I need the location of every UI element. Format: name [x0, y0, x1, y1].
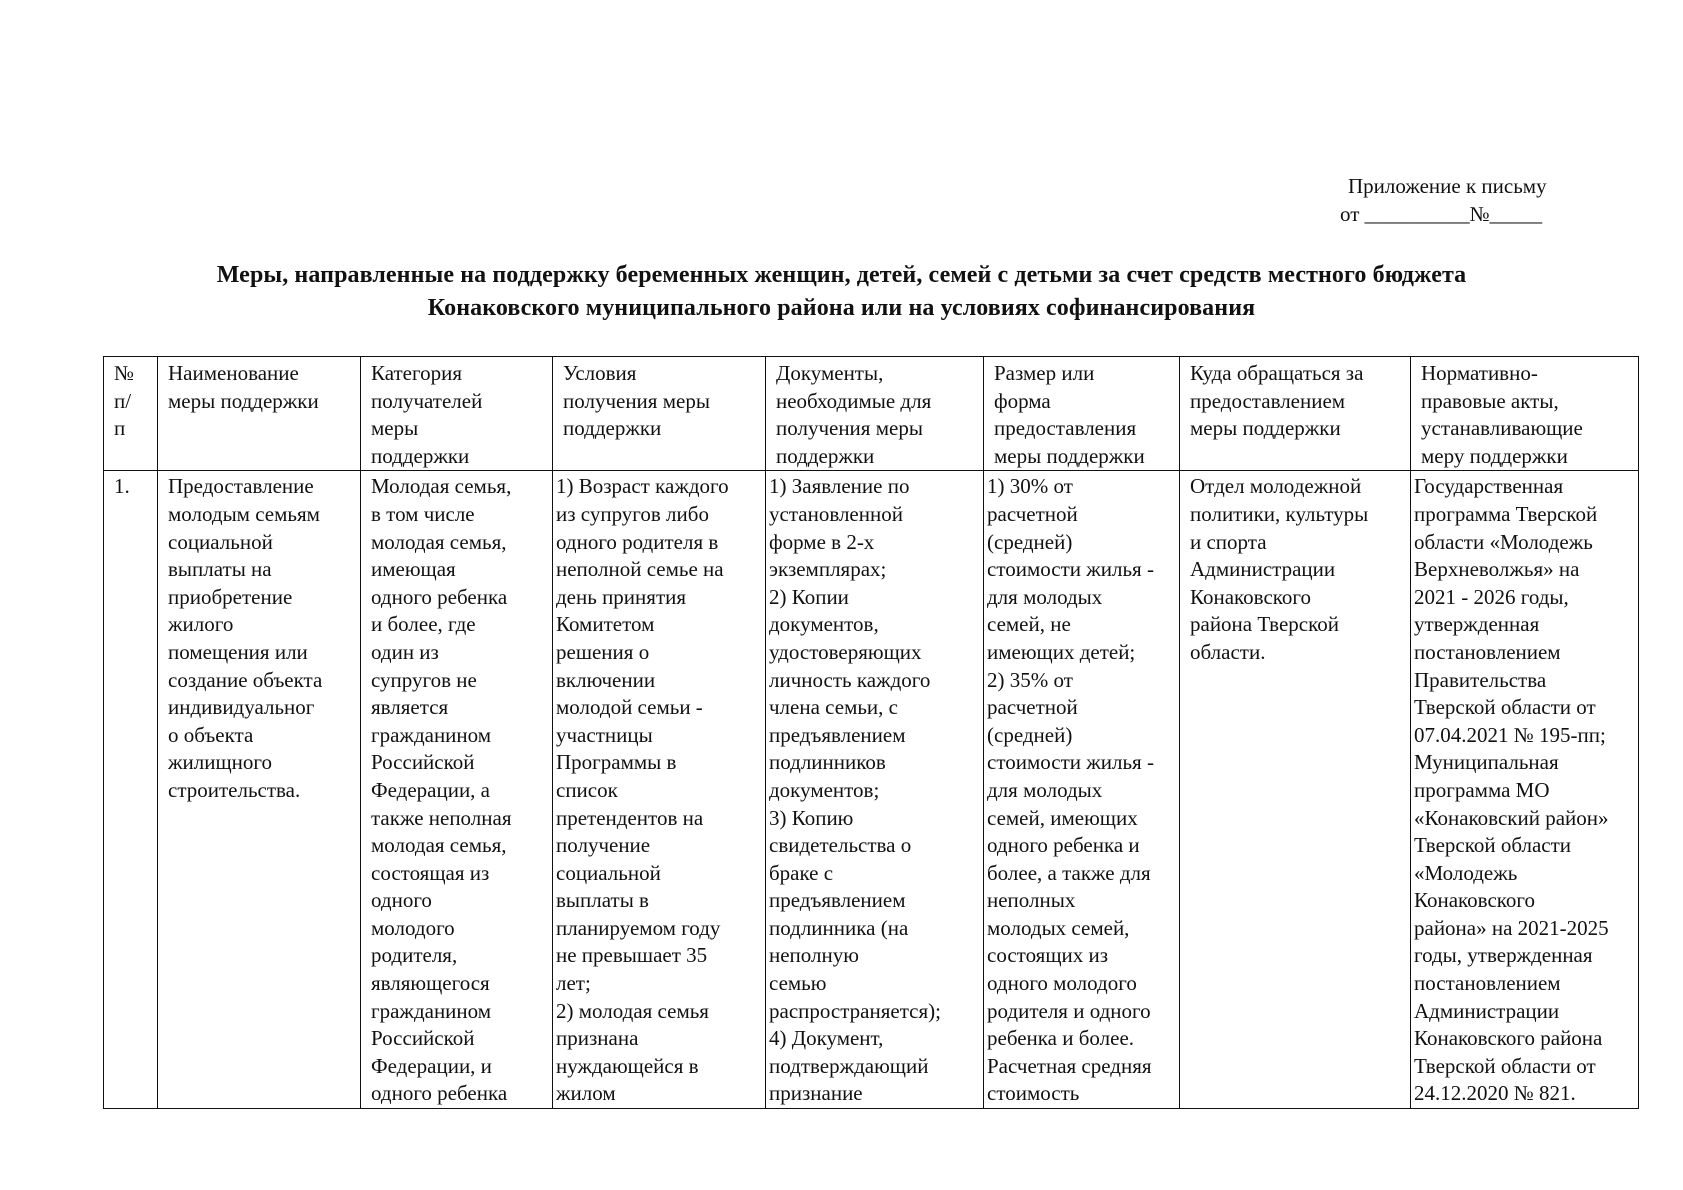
header-legal-acts: Нормативно- правовые акты, устанавливающие меру поддержки [1411, 357, 1639, 471]
cell-amount: 1) 30% от расчетной (средней) стоимости жилья - для молодых семей, не имеющих детей; 2) 35% от расчетной (средней) стоимости жилья - для молодых семей, имеющих одного ребенка и более, а также для неполных молодых семей, состоящих из одного молодого родителя и одного ребенка и более. Расчетная средняя стоимость [984, 471, 1180, 1109]
appendix-line-2: от __________№_____ [1340, 202, 1543, 226]
cell-recipient-category: Молодая семья, в том числе молодая семья, имеющая одного ребенка и более, где один из супругов не является гражданином Российской Федерации, а также неполная молодая семья, состоящая из одного молодого родителя, являющегося гражданином Российской Федерации, и одного ребенка [361, 471, 553, 1109]
cell-conditions: 1) Возраст каждого из супругов либо одного родителя в неполной семье на день принятия Комитетом решения о включении молодой семьи - участницы Программы в список претендентов на получение социальной выплаты в планируемом году не превышает 35 лет; 2) молодая семья признана нуждающейся в жилом [553, 471, 766, 1109]
appendix-line-1: Приложение к письму [1348, 174, 1547, 198]
cell-documents: 1) Заявление по установленной форме в 2-х экземплярах; 2) Копии документов, удостоверяющих личность каждого члена семьи, с предъявлением подлинников документов; 3) Копию свидетельства о браке с предъявлением подлинника (на неполную семью распространяется); 4) Документ, подтверждающий признание [766, 471, 984, 1109]
header-measure-name: Наименование меры поддержки [158, 357, 361, 471]
header-number: № п/ п [104, 357, 158, 471]
cell-number: 1. [104, 471, 158, 1109]
document-title [0, 259, 1683, 325]
appendix-note [1340, 172, 1547, 228]
table-row [104, 471, 1639, 1109]
header-conditions: Условия получения меры поддержки [553, 357, 766, 471]
table-header-row [104, 357, 1639, 471]
cell-legal-acts: Государственная программа Тверской области «Молодежь Верхневолжья» на 2021 - 2026 годы, утвержденная постановлением Правительства Тверской области от 07.04.2021 № 195-пп; Муниципальная программа МО «Конаковский район» Тверской области «Молодежь Конаковского района» на 2021-2025 годы, утвержденная постановлением Администрации Конаковского района Тверской области от 24.12.2020 № 821. [1411, 471, 1639, 1109]
header-recipient-category: Категория получателей меры поддержки [361, 357, 553, 471]
header-documents: Документы, необходимые для получения меры поддержки [766, 357, 984, 471]
cell-measure-name: Предоставление молодым семьям социальной выплаты на приобретение жилого помещения или создание объекта индивидуальног о объекта жилищного строительства. [158, 471, 361, 1109]
title-line-1: Меры, направленные на поддержку беременных женщин, детей, семей с детьми за счет средств местного бюджета [216, 262, 1467, 288]
cell-where-to-apply: Отдел молодежной политики, культуры и спорта Администрации Конаковского района Тверской области. [1180, 471, 1411, 1109]
header-where-to-apply: Куда обращаться за предоставлением меры поддержки [1180, 357, 1411, 471]
title-line-2: Конаковского муниципального района или на условиях софинансирования [427, 295, 1256, 321]
header-amount: Размер или форма предоставления меры поддержки [984, 357, 1180, 471]
support-measures-table [103, 356, 1639, 1109]
